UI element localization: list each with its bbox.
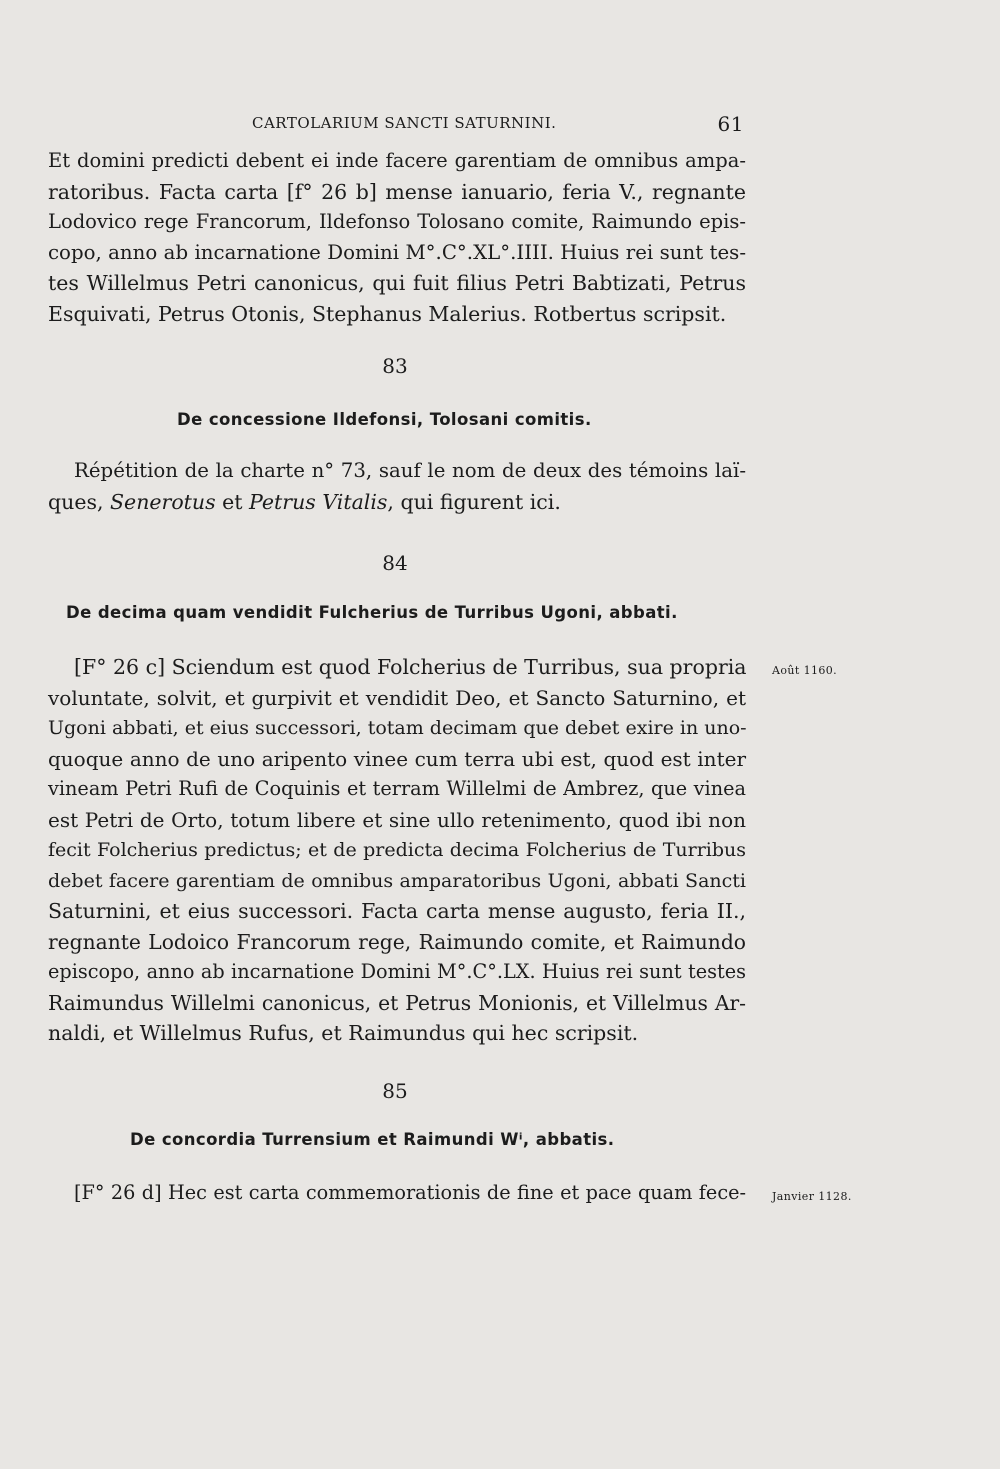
- text-line: ratoribus. Facta carta [f° 26 b] mense ianuario, feria V., regnante: [48, 179, 746, 204]
- text-line: Esquivati, Petrus Otonis, Stephanus Malerius. Rotbertus scripsit.: [48, 301, 727, 326]
- running-title: CARTOLARIUM SANCTI SATURNINI.: [252, 114, 557, 132]
- margin-date: Août 1160.: [772, 664, 838, 677]
- text-line: [48, 487, 746, 518]
- charter-84-title: De decima quam vendidit Fulcherius de Turribus Ugoni, abbati.: [66, 603, 678, 622]
- charter-83-title: De concessione Ildefonsi, Tolosani comitis.: [177, 410, 592, 429]
- charter-83-number: 83: [382, 354, 408, 378]
- text-line: Lodovico rege Francorum, Ildefonso Tolosano comite, Raimundo epis-: [48, 210, 746, 233]
- charter-85-number: 85: [382, 1079, 408, 1103]
- text-fragment: , qui figurent ici.: [387, 489, 561, 514]
- page-header: [252, 112, 744, 136]
- witness-name: Senerotus: [110, 489, 216, 514]
- text-line: [F° 26 d] Hec est carta commemorationis de fine et pace quam fece-: [74, 1181, 746, 1204]
- text-line: debet facere garentiam de omnibus amparatoribus Ugoni, abbati Sancti: [48, 869, 746, 892]
- charter-85-title: De concordia Turrensium et Raimundi Wⁱ, abbatis.: [130, 1130, 615, 1149]
- text-line: Répétition de la charte n° 73, sauf le nom de deux des témoins laï-: [74, 459, 746, 482]
- text-line: Et domini predicti debent ei inde facere garentiam de omnibus ampa-: [48, 149, 746, 172]
- text-line: Raimundus Willelmi canonicus, et Petrus Monionis, et Villelmus Ar-: [48, 990, 746, 1015]
- charter-83-body: [48, 456, 746, 517]
- text-line: Saturnini, et eius successori. Facta carta mense augusto, feria II.,: [48, 899, 746, 923]
- text-fragment: ques,: [48, 489, 111, 514]
- text-line: Ugoni abbati, et eius successori, totam decimam que debet exire in uno-: [48, 717, 747, 739]
- text-line: [F° 26 c] Sciendum est quod Folcherius de Turribus, sua propria: [74, 655, 747, 679]
- charter-84-number: 84: [382, 551, 408, 575]
- page-number: 61: [717, 112, 744, 136]
- text-line: fecit Folcherius predictus; et de predicta decima Folcherius de Turribus: [48, 839, 746, 861]
- text-line: vineam Petri Rufi de Coquinis et terram Willelmi de Ambrez, que vinea: [48, 777, 746, 800]
- text-fragment: et: [215, 489, 250, 514]
- text-line: naldi, et Willelmus Rufus, et Raimundus qui hec scripsit.: [48, 1021, 639, 1045]
- charter-84-body: [48, 652, 746, 1049]
- charter-82-ending: [48, 146, 746, 329]
- text-line: tes Willelmus Petri canonicus, qui fuit filius Petri Babtizati, Petrus: [48, 271, 746, 295]
- text-line: regnante Lodoico Francorum rege, Raimundo comite, et Raimundo: [48, 929, 746, 954]
- text-line: episcopo, anno ab incarnatione Domini M°.C°.LX. Huius rei sunt testes: [48, 960, 746, 983]
- text-line: quoque anno de uno aripento vinee cum terra ubi est, quod est inter: [48, 746, 746, 771]
- text-line: voluntate, solvit, et gurpivit et vendidit Deo, et Sancto Saturnino, et: [48, 685, 746, 710]
- text-line: copo, anno ab incarnatione Domini M°.C°.XL°.IIII. Huius rei sunt tes-: [48, 240, 746, 264]
- margin-date: Janvier 1128.: [772, 1190, 852, 1203]
- charter-85-body: [48, 1178, 746, 1209]
- text-line: est Petri de Orto, totum libere et sine ullo retenimento, quod ibi non: [48, 807, 746, 832]
- witness-name: Petrus Vitalis: [249, 489, 388, 514]
